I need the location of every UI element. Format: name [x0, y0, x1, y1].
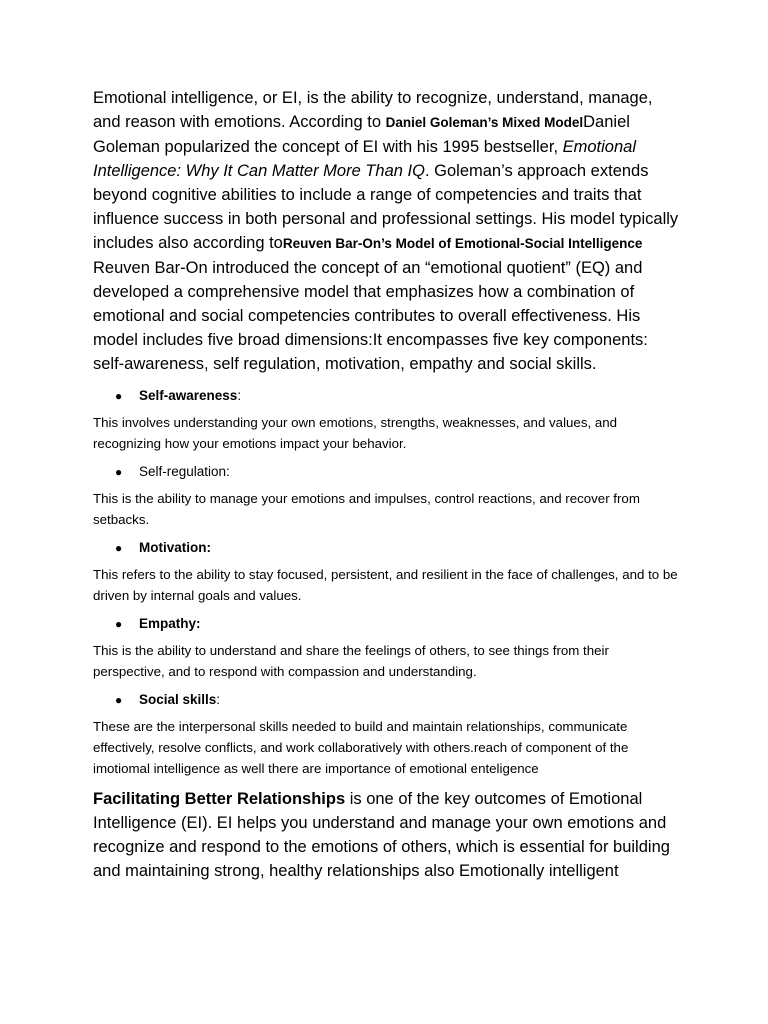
document-page [93, 86, 683, 883]
bullet-dot-icon: ● [115, 389, 123, 403]
bullet-label: Motivation: [139, 540, 211, 555]
intro-text-3: . Goleman’s approach extends beyond cognitive abilities to include a range of competencies and traits that influence success in both personal and professional settings. His model typically includes also according to [93, 162, 679, 252]
bullet-suffix: : [237, 388, 242, 403]
component-description: These are the interpersonal skills needed to build and maintain relationships, communicate effectively, resolve conflicts, and work collaboratively with others.reach of component of the imotiomal intelligence as well there are importance of emotional enteligence [93, 719, 629, 776]
closing-paragraph [93, 787, 683, 883]
bullet-dot-icon: ● [115, 617, 123, 631]
bullet-label-wrap [139, 690, 220, 710]
book-title: Emotional Intelligence: Why It Can Matter More Than IQ [93, 138, 636, 180]
bullet-self-regulation [93, 462, 683, 482]
closing-lead: Facilitating Better Relationships [93, 790, 346, 808]
bullet-label: Empathy: [139, 616, 201, 631]
bullet-social-skills [93, 690, 683, 710]
bullet-label-wrap [139, 386, 241, 406]
component-description: This is the ability to manage your emotions and impulses, control reactions, and recover from setbacks. [93, 491, 640, 527]
component-description: This is the ability to understand and share the feelings of others, to see things from their perspective, and to respond with compassion and understanding. [93, 643, 609, 679]
bullet-empathy [93, 614, 683, 634]
closing-text: is one of the key outcomes of Emotional Intelligence (EI). EI helps you understand and manage your own emotions and recognize and respond to the emotions of others, which is essential for building and maintaining strong, healthy relationships also Emotionally intelligent [93, 790, 670, 880]
bullet-motivation [93, 538, 683, 558]
bullet-dot-icon: ● [115, 465, 123, 479]
intro-text-2: Daniel Goleman popularized the concept of EI with his 1995 bestseller, [93, 113, 630, 156]
goleman-model-heading: Daniel Goleman’s Mixed Model [385, 115, 584, 130]
bullet-suffix: : [216, 692, 221, 707]
bullet-label: Social skills [139, 692, 217, 707]
intro-paragraph [93, 86, 683, 376]
intro-text-1: Emotional intelligence, or EI, is the ability to recognize, understand, manage, and reason with emotions. According to [93, 89, 653, 131]
component-description: This refers to the ability to stay focused, persistent, and resilient in the face of challenges, and to be driven by internal goals and values. [93, 567, 678, 603]
bullet-label: Self-regulation: [139, 464, 230, 479]
bullet-label: Self-awareness [139, 388, 238, 403]
intro-text-4: Reuven Bar-On introduced the concept of an “emotional quotient” (EQ) and developed a comprehensive model that emphasizes how a combination of emotional and social competencies contributes to overall effectiveness. His model includes five broad dimensions:It encompasses five key components: self-awareness, self regulation, motivation, empathy and social skills. [93, 259, 648, 373]
baron-model-heading: Reuven Bar-On’s Model of Emotional-Social Intelligence [282, 236, 643, 251]
bullet-dot-icon: ● [115, 693, 123, 707]
bullet-dot-icon: ● [115, 541, 123, 555]
bullet-self-awareness [93, 386, 683, 406]
component-description: This involves understanding your own emotions, strengths, weaknesses, and values, and recognizing how your emotions impact your behavior. [93, 415, 618, 451]
